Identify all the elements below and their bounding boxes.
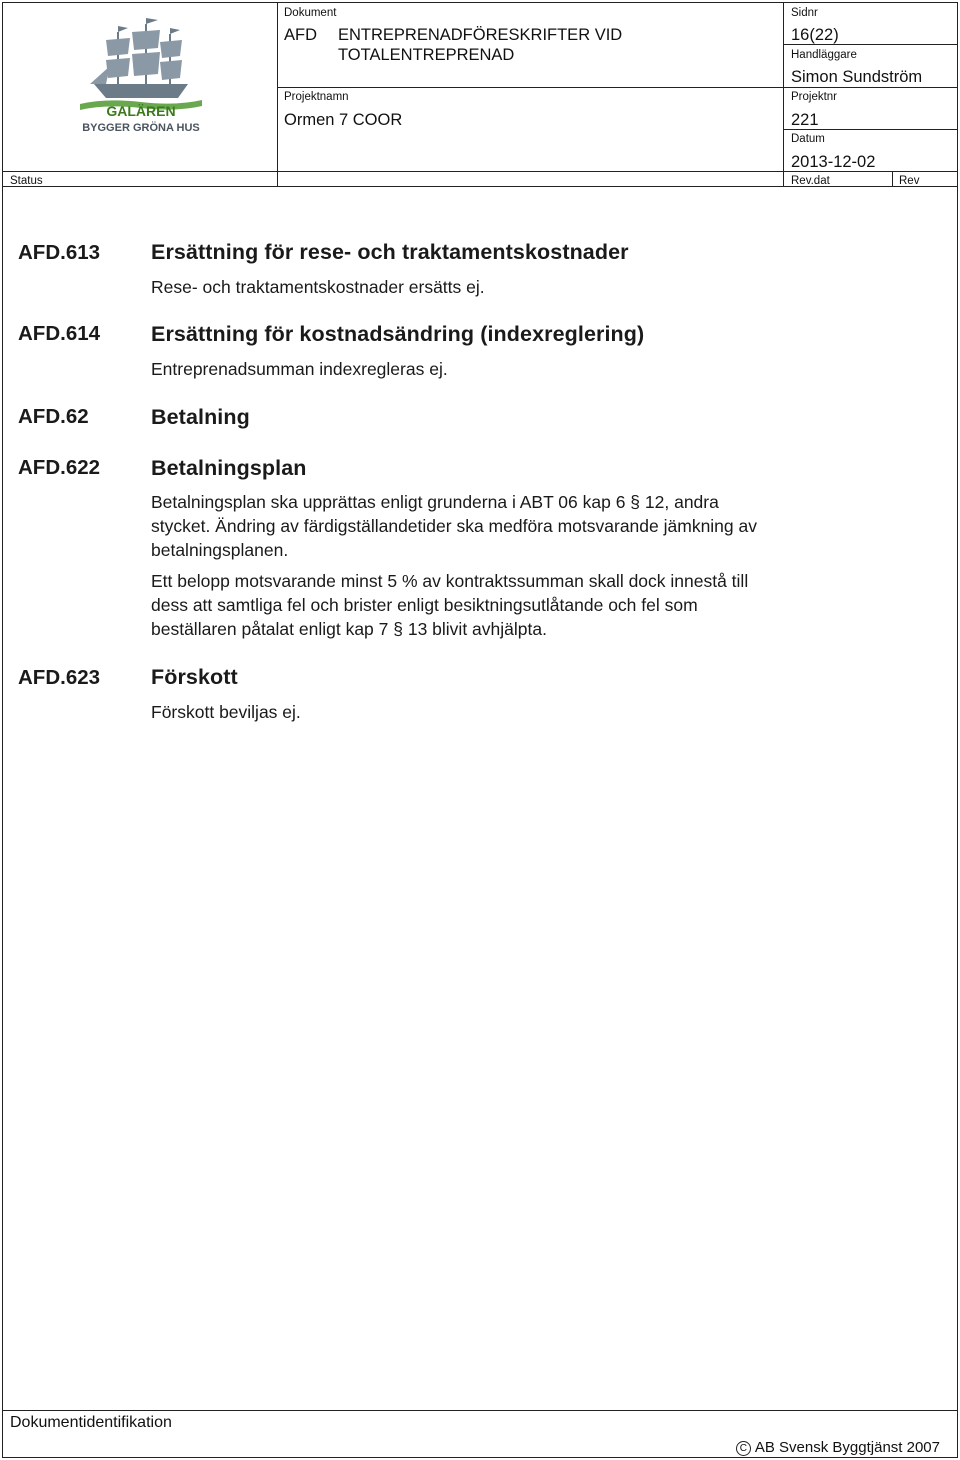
section-text: dess att samtliga fel och brister enligt besiktningsutlåtande och fel som bbox=[151, 595, 698, 615]
header-divider-right bbox=[783, 3, 784, 186]
sidnr-value: 16(22) bbox=[791, 26, 839, 44]
section-number: AFD.614 bbox=[18, 322, 101, 345]
section-text: Entreprenadsumman indexregleras ej. bbox=[151, 359, 448, 379]
section-text: Rese- och traktamentskostnader ersätts ej. bbox=[151, 277, 485, 297]
status-label: Status bbox=[10, 175, 43, 187]
section-title: Ersättning för kostnadsändring (indexreglering) bbox=[151, 322, 645, 346]
dokument-label: Dokument bbox=[284, 7, 337, 19]
projektnr-label: Projektnr bbox=[791, 91, 838, 103]
section-text: betalningsplanen. bbox=[151, 540, 289, 560]
dokument-title-line2: TOTALENTREPRENAD bbox=[338, 46, 515, 64]
section-title: Ersättning för rese- och traktamentskostnader bbox=[151, 240, 629, 264]
section-text: stycket. Ändring av färdigställandetider ska medföra motsvarande jämkning av bbox=[151, 516, 757, 536]
datum-label: Datum bbox=[791, 133, 825, 145]
page-frame bbox=[2, 2, 958, 1458]
dokument-title-line1: ENTREPRENADFÖRESKRIFTER VID bbox=[338, 26, 623, 44]
header-divider-left bbox=[277, 3, 278, 186]
copyright-icon: C bbox=[736, 1441, 751, 1456]
section-title: Betalning bbox=[151, 405, 250, 429]
section-title: Förskott bbox=[151, 665, 238, 689]
section-number: AFD.622 bbox=[18, 456, 101, 479]
projektnamn-value: Ormen 7 COOR bbox=[284, 111, 403, 129]
projektnamn-label: Projektnamn bbox=[284, 91, 349, 103]
section-title: Betalningsplan bbox=[151, 456, 307, 480]
header-divider-rev bbox=[892, 171, 893, 186]
dokument-code: AFD bbox=[284, 26, 317, 44]
logo-brand-text: GALÄREN bbox=[106, 103, 176, 119]
section-text: beställaren påtalat enligt kap 7 § 13 blivit avhjälpta. bbox=[151, 619, 547, 639]
section-number: AFD.613 bbox=[18, 241, 101, 264]
datum-value: 2013-12-02 bbox=[791, 153, 876, 171]
sidnr-label: Sidnr bbox=[791, 7, 818, 19]
section-text: Förskott beviljas ej. bbox=[151, 702, 301, 722]
section-text: Ett belopp motsvarande minst 5 % av kontraktssumman skall dock innestå till bbox=[151, 571, 749, 591]
copyright-text: AB Svensk Byggtjänst 2007 bbox=[754, 1439, 940, 1456]
revdat-label: Rev.dat bbox=[791, 175, 830, 187]
galaren-logo bbox=[66, 14, 216, 139]
handlaggare-value: Simon Sundström bbox=[791, 68, 923, 86]
section-number: AFD.62 bbox=[18, 405, 89, 428]
footer-rule bbox=[3, 1410, 958, 1411]
document-identification-label: Dokumentidentifikation bbox=[10, 1414, 172, 1431]
section-text: Betalningsplan ska upprättas enligt grunderna i ABT 06 kap 6 § 12, andra bbox=[151, 492, 719, 512]
logo-tagline-text: BYGGER GRÖNA HUS bbox=[82, 122, 200, 134]
rev-label: Rev bbox=[899, 175, 920, 187]
handlaggare-label: Handläggare bbox=[791, 49, 857, 61]
copyright-notice bbox=[736, 1439, 940, 1456]
header-rule-project bbox=[278, 87, 958, 88]
section-number: AFD.623 bbox=[18, 666, 101, 689]
projektnr-value: 221 bbox=[791, 111, 819, 129]
